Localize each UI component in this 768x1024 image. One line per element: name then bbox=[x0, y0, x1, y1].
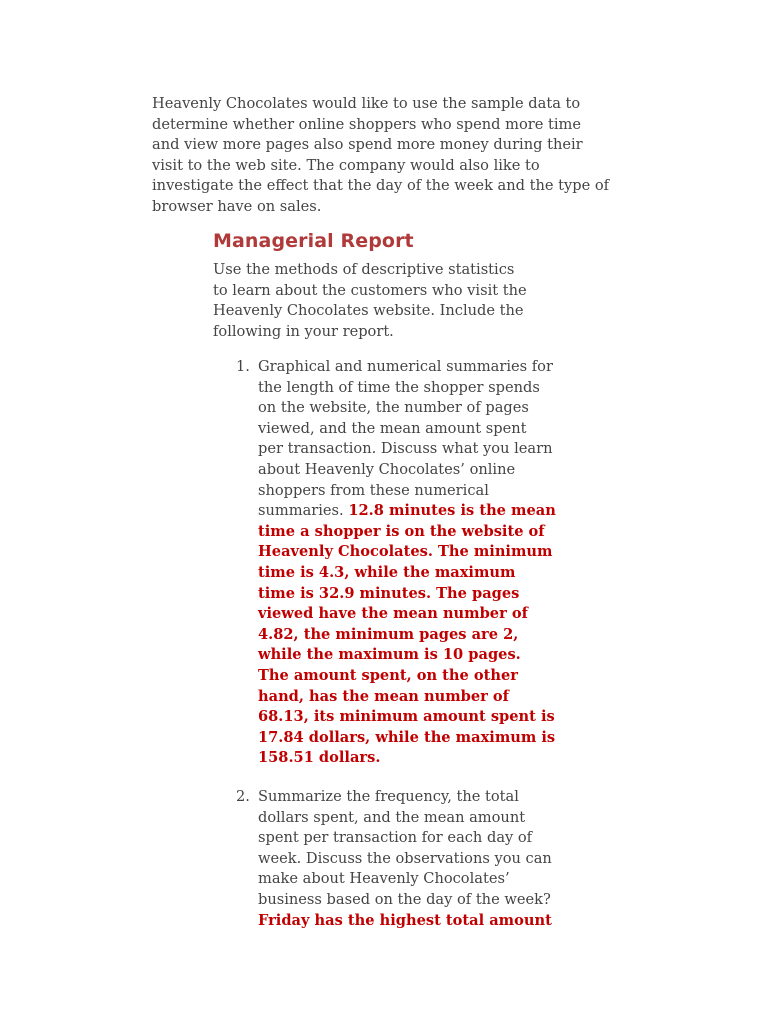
answer-text: Friday has the highest total amount bbox=[258, 911, 552, 929]
intro-paragraph: Heavenly Chocolates would like to use the sample data to determine whether online shoppers who spend more time and view more pages also spend more money during their visit to the web site. The company would also like to investigate the effect that the day of the week and the type of browser have on sales. bbox=[152, 95, 610, 215]
answer-text: 12.8 minutes is the mean time a shopper is on the website of Heavenly Chocolates. The minimum time is 4.3, while the maximum time is 32.9 minutes. The pages viewed have the mean number of 4.82, the minimum pages are 2, while the maximum is 10 pages. The amount spent, on the other hand, has the mean number of 68.13, its minimum amount spent is 17.84 dollars, while the maximum is 158.51 dollars. bbox=[258, 502, 556, 767]
list-item-text bbox=[258, 357, 556, 769]
section-heading: Managerial Report bbox=[213, 230, 414, 252]
numbered-list-1 bbox=[236, 357, 556, 769]
lead-paragraph: Use the methods of descriptive statistics to learn about the customers who visit the Heavenly Chocolates website. Include the following in your report. bbox=[213, 261, 527, 340]
list-item-text bbox=[258, 787, 556, 931]
list-item-number: 2. bbox=[236, 788, 250, 805]
question-text: Summarize the frequency, the total dollars spent, and the mean amount spent per transaction for each day of week. Discuss the observations you can make about Heavenly Chocolates’ business based on the day of the week? bbox=[258, 788, 552, 908]
numbered-list-2 bbox=[236, 787, 556, 931]
question-text: Graphical and numerical summaries for the length of time the shopper spends on the website, the number of pages viewed, and the mean amount spent per transaction. Discuss what you learn about Heavenly Chocolates’ online shoppers from these numerical summaries. bbox=[258, 358, 553, 520]
list-item bbox=[236, 787, 556, 931]
list-item bbox=[236, 357, 556, 769]
list-item-number: 1. bbox=[236, 358, 250, 375]
